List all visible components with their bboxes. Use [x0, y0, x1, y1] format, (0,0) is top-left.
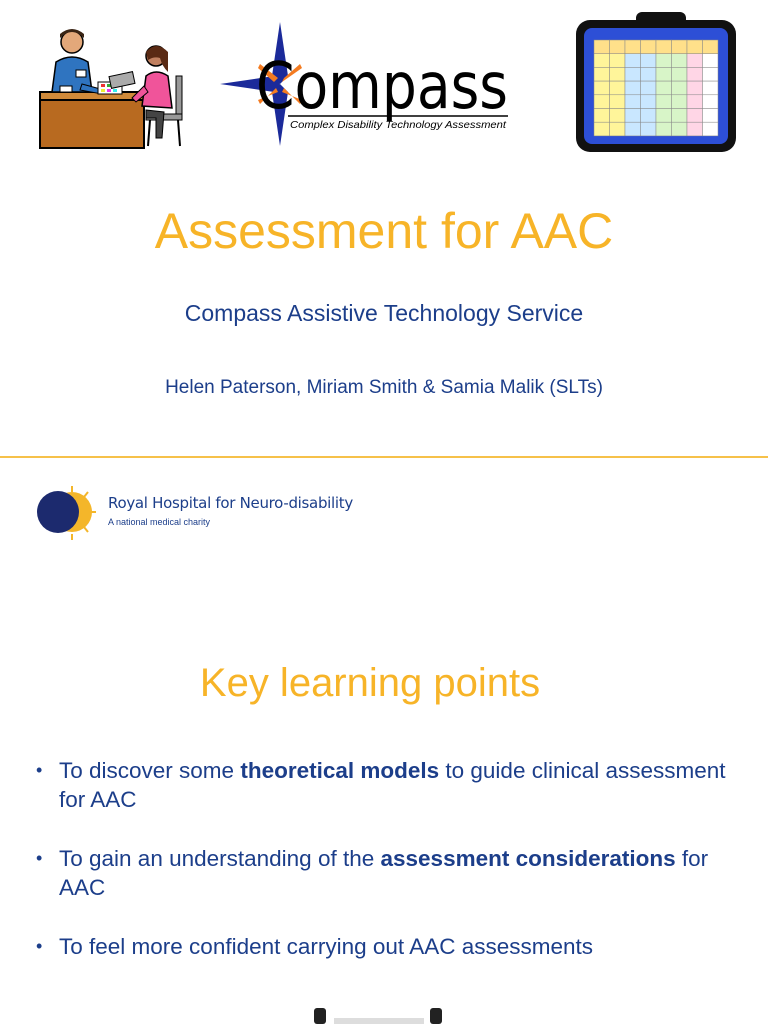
learning-point: • To gain an understanding of the assessment considerations for AAC	[36, 844, 746, 902]
learning-point: • To discover some theoretical models to guide clinical assessment for AAC	[36, 756, 746, 814]
presentation-title: Assessment for AAC	[154, 203, 614, 259]
presentation-authors: Helen Paterson, Miriam Smith & Samia Malik (SLTs)	[165, 377, 603, 398]
device-image-partial	[306, 1000, 452, 1024]
consultation-illustration	[38, 26, 188, 152]
presentation-subtitle: Compass Assistive Technology Service	[184, 300, 584, 326]
compass-tagline: Complex Disability Technology Assessment	[290, 119, 508, 131]
slide-divider	[0, 456, 768, 458]
learning-points-list	[36, 756, 746, 991]
compass-logo	[216, 20, 516, 150]
hospital-tagline: A national medical charity	[108, 517, 211, 527]
key-learning-title: Key learning points	[199, 661, 541, 705]
learning-point: • To feel more confident carrying out AAC assessments	[36, 932, 746, 961]
sun-moon-icon	[30, 482, 104, 544]
hospital-name: Royal Hospital for Neuro-disability	[108, 494, 353, 512]
compass-brand-text: Compass	[256, 50, 508, 124]
aac-tablet-image	[574, 12, 738, 154]
